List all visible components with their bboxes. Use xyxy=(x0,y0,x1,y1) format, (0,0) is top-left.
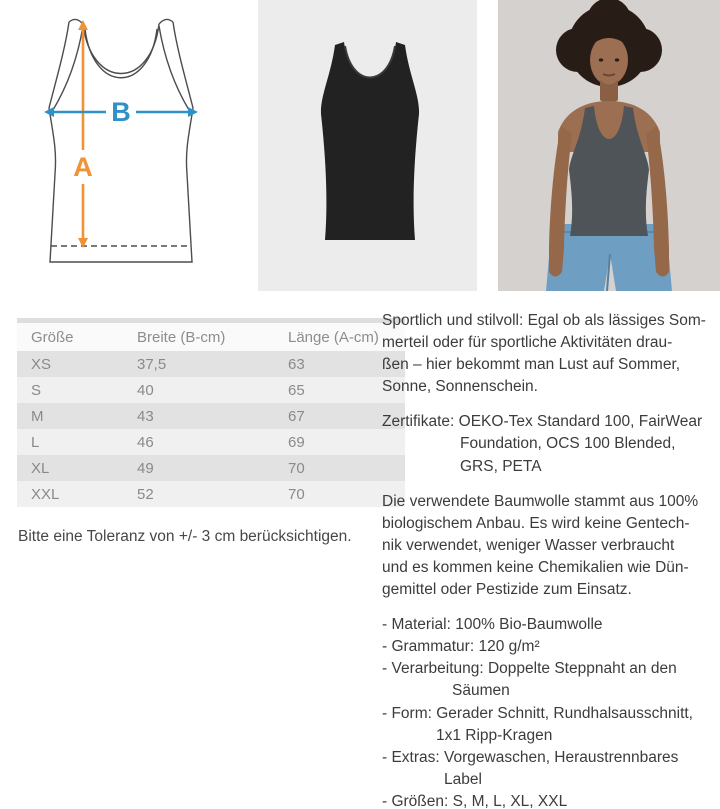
cell-size: XS xyxy=(17,351,123,377)
certificates-paragraph xyxy=(382,411,716,477)
col-laenge: Länge (A-cm) xyxy=(274,321,405,352)
table-row-s xyxy=(17,377,405,403)
detail-form-cont: 1x1 Ripp-Kragen xyxy=(436,726,553,744)
cell-laenge: 69 xyxy=(274,429,405,455)
intro-line: Sonne, Sonnenschein. xyxy=(382,378,538,396)
table-row-xs xyxy=(17,351,405,377)
cell-laenge: 67 xyxy=(274,403,405,429)
cell-breite: 37,5 xyxy=(123,351,274,377)
tolerance-note: Bitte eine Toleranz von +/- 3 cm berücksichtigen. xyxy=(18,528,352,545)
cell-size: L xyxy=(17,429,123,455)
detail-verarbeitung: - Verarbeitung: Doppelte Steppnaht an den xyxy=(382,660,677,678)
certificates-line: GRS, PETA xyxy=(460,457,542,475)
detail-verarbeitung-cont: Säumen xyxy=(452,682,510,700)
cell-breite: 43 xyxy=(123,403,274,429)
cell-size: XXL xyxy=(17,481,123,507)
length-arrow-a xyxy=(78,20,88,248)
cotton-line: biologischem Anbau. Es wird keine Gentech- xyxy=(382,514,690,532)
tank-outline xyxy=(49,19,193,262)
black-tank-top-image xyxy=(258,0,477,291)
certificates-line: Zertifikate: OEKO-Tex Standard 100, FairWear xyxy=(382,413,703,431)
cotton-line: nik verwendet, weniger Wasser verbraucht xyxy=(382,536,675,554)
col-groesse: Größe xyxy=(17,321,123,352)
product-model-photo xyxy=(498,0,720,291)
cell-breite: 52 xyxy=(123,481,274,507)
cell-size: XL xyxy=(17,455,123,481)
intro-paragraph xyxy=(382,310,716,398)
cell-size: S xyxy=(17,377,123,403)
product-flat-photo xyxy=(258,0,477,291)
product-description xyxy=(382,310,716,809)
cell-breite: 40 xyxy=(123,377,274,403)
cell-size: M xyxy=(17,403,123,429)
cell-breite: 46 xyxy=(123,429,274,455)
size-table xyxy=(17,318,405,507)
intro-line: ßen – hier bekommt man Lust auf Sommer, xyxy=(382,356,681,374)
cell-laenge: 65 xyxy=(274,377,405,403)
detail-grammatur: - Grammatur: 120 g/m² xyxy=(382,638,540,656)
cotton-line: Die verwendete Baumwolle stammt aus 100% xyxy=(382,492,699,510)
detail-extras: - Extras: Vorgewaschen, Heraustrennbares xyxy=(382,748,679,766)
table-row-l xyxy=(17,429,405,455)
certificates-line: Foundation, OCS 100 Blended, xyxy=(460,435,676,453)
cell-laenge: 63 xyxy=(274,351,405,377)
cotton-line: gemittel oder Pestizide zum Einsatz. xyxy=(382,581,632,599)
model-face xyxy=(590,35,628,85)
cell-laenge: 70 xyxy=(274,481,405,507)
col-breite: Breite (B-cm) xyxy=(123,321,274,352)
intro-line: Sportlich und stilvoll: Egal ob als lässiges Som- xyxy=(382,312,706,329)
detail-material: - Material: 100% Bio-Baumwolle xyxy=(382,616,603,634)
model-wearing-tank-image xyxy=(498,0,720,291)
length-label-a: A xyxy=(73,152,93,182)
detail-extras-cont: Label xyxy=(444,770,482,788)
intro-line: merteil oder für sportliche Aktivitäten drau- xyxy=(382,334,673,352)
cotton-line: und es kommen keine Chemikalien wie Dün- xyxy=(382,558,689,576)
size-table-header xyxy=(17,321,405,352)
cotton-paragraph xyxy=(382,491,716,601)
table-row-xxl xyxy=(17,481,405,507)
table-row-m xyxy=(17,403,405,429)
detail-groessen: - Größen: S, M, L, XL, XXL xyxy=(382,792,568,809)
details-list xyxy=(382,614,716,809)
tank-top-outline-drawing xyxy=(36,8,206,280)
cell-laenge: 70 xyxy=(274,455,405,481)
width-label-b: B xyxy=(111,97,131,127)
size-diagram-image xyxy=(36,8,206,280)
detail-form: - Form: Gerader Schnitt, Rundhalsausschnitt, xyxy=(382,704,693,722)
table-row-xl xyxy=(17,455,405,481)
cell-breite: 49 xyxy=(123,455,274,481)
